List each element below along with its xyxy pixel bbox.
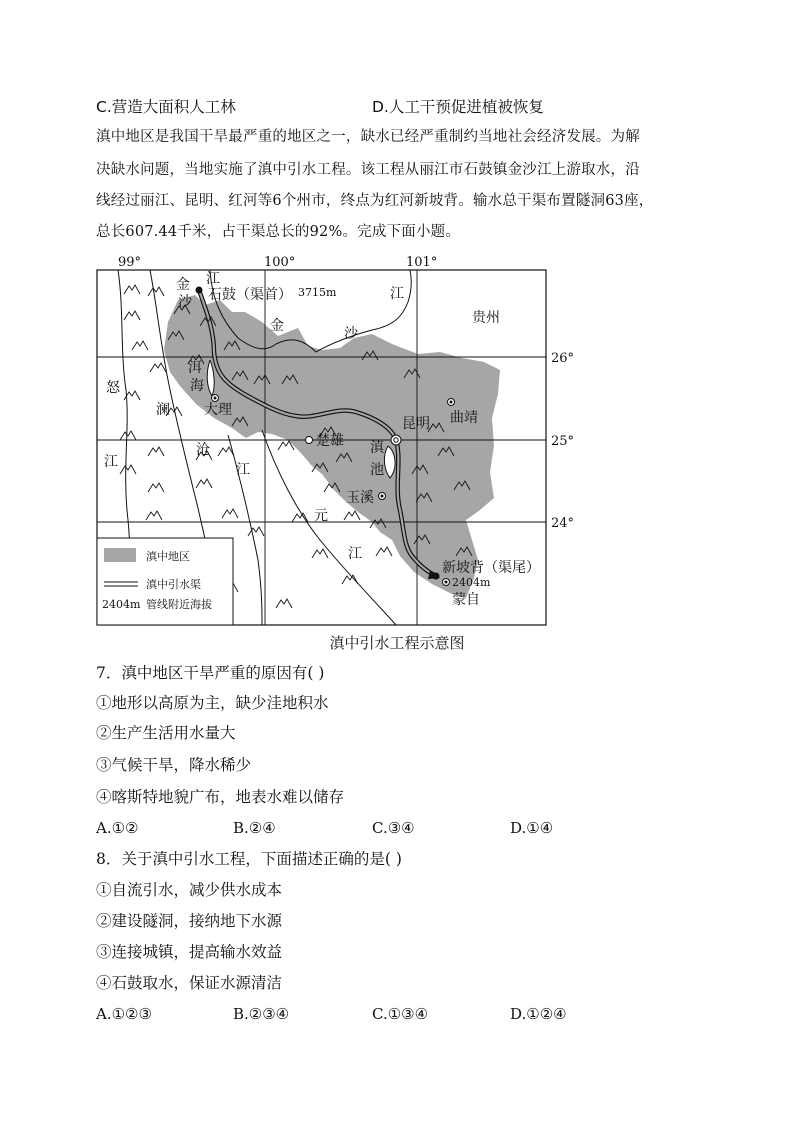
answer-option-d[interactable]: D.①②④ (510, 1005, 567, 1023)
label-kunming: 昆明 (402, 416, 430, 432)
label-jiang: 江 (206, 271, 220, 287)
lon-101-label: 101° (406, 255, 438, 270)
label-shigu-elev: 3715m (298, 286, 337, 299)
legend-canal-label: 滇中引水渠 (146, 578, 201, 591)
option-d-prev: D.人工干预促进植被恢复 (372, 98, 544, 116)
label-guizhou: 贵州 (472, 310, 500, 326)
answer-option-c[interactable]: C.③④ (372, 819, 415, 837)
label-jiang-lan: 江 (236, 462, 250, 478)
lon-99-label: 99° (118, 255, 142, 270)
label-jiang-yuan: 江 (348, 546, 362, 562)
answer-option-a[interactable]: A.①②③ (96, 1005, 152, 1023)
legend-elev-value: 2404m (102, 598, 141, 611)
map-caption: 滇中引水工程示意图 (329, 634, 465, 652)
answer-option-b[interactable]: B.②④ (233, 819, 276, 837)
map-legend (97, 538, 233, 625)
label-jin2: 金 (270, 318, 284, 334)
label-cang: 沧 (196, 442, 210, 458)
label-mengzi: 蒙自 (452, 592, 480, 608)
lat-25-label: 25° (551, 434, 575, 449)
lon-100-label: 100° (264, 255, 296, 270)
label-sha: 沙 (178, 294, 192, 310)
lat-24-label: 24° (551, 516, 575, 531)
statement-item: ③连接城镇，提高输水效益 (96, 943, 283, 961)
legend-region-swatch (104, 548, 136, 562)
label-xinpobei-elev: 2404m (452, 576, 491, 589)
statement-item: ②建设隧洞，接纳地下水源 (96, 912, 283, 930)
label-shigu: 石鼓（渠首） (208, 287, 292, 303)
label-yuan: 元 (314, 508, 328, 524)
label-nu: 怒 (106, 380, 120, 396)
question-stem: 7．滇中地区干旱严重的原因有( ) (96, 664, 325, 682)
statement-item: ①地形以高原为主，缺少洼地积水 (96, 694, 329, 712)
answer-option-a[interactable]: A.①② (96, 819, 139, 837)
label-xinpobei: 新坡背（渠尾） (442, 560, 540, 576)
option-c-prev: C.营造大面积人工林 (96, 98, 236, 116)
label-chi: 池 (370, 462, 384, 478)
label-jiang2: 江 (390, 286, 404, 302)
label-jin: 金 (176, 277, 190, 293)
statement-item: ②生产生活用水量大 (96, 724, 236, 742)
statement-item: ④喀斯特地貌广布，地表水难以储存 (96, 788, 345, 806)
passage-line: 线经过丽江、昆明、红河等6个州市，终点为红河新坡背。输水总干渠布置隧洞63座， (96, 193, 654, 209)
answer-option-d[interactable]: D.①④ (510, 819, 554, 837)
question-stem: 8．关于滇中引水工程，下面描述正确的是( ) (96, 850, 402, 868)
label-sha2: 沙 (344, 326, 358, 342)
passage-line: 总长607.44千米，占干渠总长的92%。完成下面小题。 (96, 224, 461, 240)
label-er: 洱 (188, 360, 202, 376)
label-qujing: 曲靖 (450, 410, 478, 426)
lat-26-label: 26° (551, 351, 575, 366)
label-hai: 海 (190, 378, 204, 394)
passage-line: 滇中地区是我国干旱最严重的地区之一，缺水已经严重制约当地社会经济发展。为解 (96, 129, 640, 145)
label-dian: 滇 (370, 440, 384, 456)
answer-option-b[interactable]: B.②③④ (233, 1005, 290, 1023)
answer-option-c[interactable]: C.①③④ (372, 1005, 429, 1023)
label-chuxiong: 楚雄 (316, 433, 344, 449)
label-lan: 澜 (156, 402, 170, 418)
legend-region-label: 滇中地区 (146, 550, 190, 563)
legend-elev-desc: 管线附近海拔 (146, 598, 212, 611)
statement-item: ④石鼓取水，保证水源清洁 (96, 974, 283, 992)
label-dali: 大理 (204, 402, 232, 418)
label-jiang-nu: 江 (104, 454, 118, 470)
passage-line: 决缺水问题，当地实施了滇中引水工程。该工程从丽江市石鼓镇金沙江上游取水，沿 (96, 162, 640, 178)
statement-item: ①自流引水，减少供水成本 (96, 881, 283, 899)
statement-item: ③气候干旱，降水稀少 (96, 756, 252, 774)
label-yuxi: 玉溪 (346, 490, 374, 506)
